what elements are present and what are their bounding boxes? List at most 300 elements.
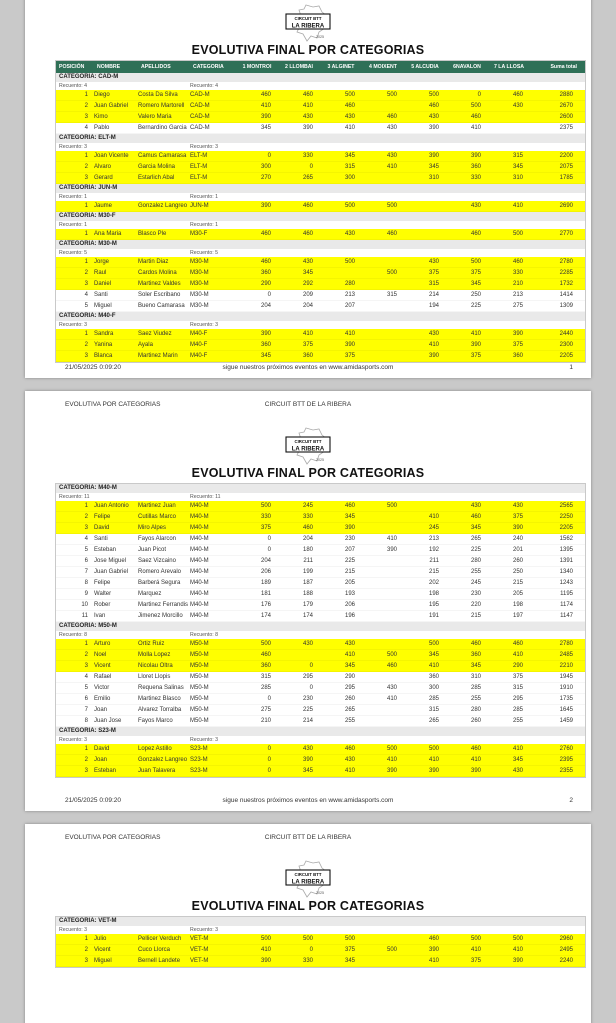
result-row: [56, 301, 585, 312]
score-cell: 255: [512, 718, 523, 724]
apellidos-cell: Molla Lopez: [138, 652, 171, 658]
nombre-cell: Esteban: [94, 768, 117, 774]
score-cell: [362, 512, 404, 523]
apellidos-cell: Bernardino Garcia: [138, 125, 187, 131]
score-cell: 0: [267, 768, 271, 774]
score-cell: 188: [302, 591, 313, 597]
score-cell: 330: [302, 514, 313, 520]
score-cell: [362, 173, 404, 184]
footer-timestamp: 21/05/2025 0:09:20: [65, 797, 122, 804]
column-header: 5 ALCUDIA: [411, 64, 439, 70]
score-cell: 460: [470, 231, 481, 237]
apellidos-cell: Soler Escribano: [138, 292, 181, 298]
score-cell: 410: [428, 663, 439, 669]
total-cell: 2565: [559, 503, 573, 509]
categoria-cell: M40-M: [190, 547, 209, 553]
category-recount-row: [56, 736, 585, 744]
total-cell: 1645: [559, 707, 573, 713]
apellidos-cell: Lopez Astillo: [138, 746, 172, 752]
result-row: [56, 611, 585, 622]
position-cell: 4: [84, 674, 88, 680]
recount-categoria: Recuento: 5: [190, 250, 218, 256]
score-cell: 430: [344, 641, 355, 647]
total-cell: 1945: [559, 674, 573, 680]
footer-page-number: 1: [569, 364, 573, 371]
result-row: [56, 290, 585, 301]
score-cell: [362, 101, 404, 112]
position-cell: 7: [84, 707, 88, 713]
categoria-cell: M50-M: [190, 696, 209, 702]
category-band: CATEGORIA: M40-F: [56, 312, 585, 321]
position-cell: 2: [84, 164, 88, 170]
score-cell: [320, 268, 362, 279]
score-cell: 205: [344, 580, 355, 586]
score-cell: 214: [428, 292, 439, 298]
score-cell: 410: [470, 125, 481, 131]
score-cell: 390: [428, 947, 439, 953]
nombre-cell: Daniel: [94, 281, 112, 287]
score-cell: 207: [344, 547, 355, 553]
score-cell: 430: [428, 259, 439, 265]
position-cell: 2: [84, 757, 88, 763]
footer-page-number: 2: [569, 797, 573, 804]
categoria-cell: M40-M: [190, 613, 209, 619]
score-cell: 430: [470, 503, 481, 509]
circuit-btt-logo: [273, 860, 343, 898]
recount-left: Recuento: 1: [59, 194, 87, 200]
score-cell: 460: [344, 103, 355, 109]
score-cell: 290: [260, 281, 271, 287]
score-cell: 460: [470, 641, 481, 647]
position-cell: 1: [84, 746, 88, 752]
score-cell: [362, 340, 404, 351]
score-cell: 270: [260, 175, 271, 181]
nombre-cell: Joan: [94, 757, 108, 763]
total-cell: 1732: [559, 281, 573, 287]
score-cell: 430: [386, 125, 397, 131]
position-cell: 8: [84, 718, 88, 724]
score-cell: 345: [302, 270, 313, 276]
nombre-cell: Victor: [94, 685, 110, 691]
score-cell: 500: [344, 203, 355, 209]
score-cell: 345: [260, 125, 271, 131]
score-cell: 300: [260, 164, 271, 170]
score-cell: 265: [302, 175, 313, 181]
score-cell: 220: [470, 602, 481, 608]
nombre-cell: Julio: [94, 936, 107, 942]
result-row: [56, 351, 585, 362]
score-cell: 245: [302, 503, 313, 509]
category-recount-row: [56, 631, 585, 639]
recount-left: Recuento: 4: [59, 83, 87, 89]
column-header: Suma total: [550, 64, 577, 70]
category-band: CATEGORIA: M40-M: [56, 484, 585, 493]
score-cell: 310: [428, 175, 439, 181]
apellidos-cell: Alvarez Torralba: [138, 707, 182, 713]
score-cell: [404, 229, 446, 240]
position-cell: 3: [84, 525, 88, 531]
category-band: CATEGORIA: S23-M: [56, 727, 585, 736]
recount-left: Recuento: 3: [59, 737, 87, 743]
categoria-cell: M30-M: [190, 270, 209, 276]
result-row: [56, 672, 585, 683]
score-cell: 410: [386, 536, 397, 542]
score-cell: 215: [512, 580, 523, 586]
score-cell: 204: [260, 303, 271, 309]
total-cell: 2495: [559, 947, 573, 953]
score-cell: 310: [470, 674, 481, 680]
recount-left: Recuento: 5: [59, 250, 87, 256]
nombre-cell: Esteban: [94, 547, 117, 553]
position-cell: 10: [81, 602, 88, 608]
score-cell: 375: [302, 342, 313, 348]
score-cell: 500: [386, 503, 397, 509]
categoria-cell: M40-M: [190, 602, 209, 608]
report-title: EVOLUTIVA FINAL POR CATEGORIAS: [191, 43, 425, 57]
result-row: [56, 567, 585, 578]
apellidos-cell: Bernell Landete: [138, 958, 181, 964]
score-cell: 360: [302, 353, 313, 359]
position-cell: 1: [84, 153, 88, 159]
logo-year: 2025: [316, 891, 324, 895]
apellidos-cell: Requena Salinas: [138, 685, 184, 691]
score-cell: 0: [267, 536, 271, 542]
score-cell: 500: [470, 259, 481, 265]
total-cell: 2440: [559, 331, 573, 337]
score-cell: 410: [428, 514, 439, 520]
score-cell: 345: [512, 757, 523, 763]
total-cell: 2205: [559, 525, 573, 531]
result-row: [56, 755, 585, 766]
result-row: [56, 501, 585, 512]
total-cell: 1459: [559, 718, 573, 724]
score-cell: 375: [344, 353, 355, 359]
score-cell: 193: [344, 591, 355, 597]
score-cell: 460: [260, 652, 271, 658]
score-cell: 345: [302, 768, 313, 774]
report-title: EVOLUTIVA FINAL POR CATEGORIAS: [191, 899, 425, 913]
page-header-left-text: EVOLUTIVA POR CATEGORIAS: [65, 834, 161, 841]
score-cell: 204: [302, 536, 313, 542]
score-cell: 460: [386, 231, 397, 237]
category-band: CATEGORIA: VET-M: [56, 917, 585, 926]
score-cell: 187: [302, 580, 313, 586]
categoria-cell: VET-M: [190, 947, 209, 953]
position-cell: 4: [84, 292, 88, 298]
column-header: 1 MONTROI: [242, 64, 272, 70]
score-cell: 211: [303, 558, 313, 564]
score-cell: 500: [428, 746, 439, 752]
score-cell: 265: [344, 707, 355, 713]
apellidos-cell: Costa Da Silva: [138, 92, 178, 98]
position-cell: 1: [84, 503, 88, 509]
score-cell: 390: [344, 342, 355, 348]
categoria-cell: CAD-M: [190, 92, 210, 98]
categoria-cell: M30-M: [190, 281, 209, 287]
score-cell: 290: [344, 674, 355, 680]
event-logo: [25, 4, 591, 42]
position-cell: 6: [84, 696, 88, 702]
column-header: NOMBRE: [97, 64, 121, 70]
score-cell: 295: [512, 696, 523, 702]
score-cell: 460: [386, 114, 397, 120]
categoria-cell: VET-M: [190, 936, 209, 942]
score-cell: [488, 123, 530, 134]
position-cell: 1: [84, 231, 88, 237]
score-cell: 500: [428, 92, 439, 98]
result-row: [56, 600, 585, 611]
position-cell: 2: [84, 652, 88, 658]
categoria-cell: M50-M: [190, 685, 209, 691]
total-cell: 2690: [559, 203, 573, 209]
nombre-cell: Juan Jose: [94, 718, 122, 724]
score-cell: 460: [344, 503, 355, 509]
apellidos-cell: Garcia Molina: [138, 164, 176, 170]
score-cell: 410: [428, 342, 439, 348]
report-title: EVOLUTIVA FINAL POR CATEGORIAS: [191, 466, 425, 480]
score-cell: 210: [260, 718, 271, 724]
recount-left: Recuento: 3: [59, 322, 87, 328]
score-cell: 192: [428, 547, 439, 553]
footer-timestamp: 21/05/2025 0:09:20: [65, 364, 122, 371]
column-header: 2 LLOMBAI: [285, 64, 313, 70]
score-cell: [362, 578, 404, 589]
recount-left: Recuento: 11: [59, 494, 90, 500]
score-cell: 500: [470, 103, 481, 109]
position-cell: 1: [84, 641, 88, 647]
score-cell: 225: [302, 707, 313, 713]
score-cell: 460: [260, 231, 271, 237]
total-cell: 2240: [559, 958, 573, 964]
results-table: [55, 60, 586, 363]
score-cell: 390: [302, 125, 313, 131]
nombre-cell: David: [94, 525, 110, 531]
total-cell: 2355: [559, 768, 573, 774]
apellidos-cell: Camus Camarasa: [138, 153, 187, 159]
score-cell: [362, 600, 404, 611]
score-cell: 230: [470, 591, 481, 597]
score-cell: 360: [428, 674, 439, 680]
score-cell: 430: [344, 757, 355, 763]
score-cell: 285: [512, 707, 523, 713]
result-row: [56, 945, 585, 956]
score-cell: 360: [260, 663, 271, 669]
categoria-cell: M30-M: [190, 292, 209, 298]
apellidos-cell: Martinez Ferrandis: [138, 602, 189, 608]
score-cell: 315: [428, 281, 439, 287]
total-cell: 2780: [559, 259, 573, 265]
column-header: 7 LA LLOSA: [493, 64, 525, 70]
category-band: CATEGORIA: M30-F: [56, 212, 585, 221]
categoria-cell: CAD-M: [190, 125, 210, 131]
nombre-cell: Pablo: [94, 125, 110, 131]
nombre-cell: Kimo: [94, 114, 108, 120]
score-cell: 315: [344, 164, 355, 170]
category-band: CATEGORIA: JUN-M: [56, 184, 585, 193]
categoria-cell: M50-M: [190, 652, 209, 658]
result-row: [56, 705, 585, 716]
score-cell: 0: [267, 746, 271, 752]
category-band: CATEGORIA: M50-M: [56, 622, 585, 631]
score-cell: 280: [470, 707, 481, 713]
categoria-cell: M40-M: [190, 525, 209, 531]
score-cell: 245: [428, 525, 439, 531]
result-row: [56, 694, 585, 705]
category-recount-row: [56, 193, 585, 201]
score-cell: 430: [302, 746, 313, 752]
total-cell: 2210: [559, 663, 573, 669]
total-cell: 1562: [559, 536, 573, 542]
score-cell: 375: [470, 353, 481, 359]
score-cell: 345: [512, 164, 523, 170]
score-cell: 500: [302, 936, 313, 942]
score-cell: [362, 956, 404, 967]
categoria-cell: M40-M: [190, 558, 209, 564]
result-row: [56, 956, 585, 967]
position-cell: 2: [84, 342, 88, 348]
nombre-cell: Blanca: [94, 353, 113, 359]
categoria-cell: M40-F: [190, 353, 208, 359]
footer-promo-text: sigue nuestros próximos eventos en www.amidasports.com: [222, 797, 394, 804]
score-cell: [488, 112, 530, 123]
score-cell: 430: [386, 153, 397, 159]
result-row: [56, 639, 585, 650]
result-row: [56, 340, 585, 351]
score-cell: 390: [428, 768, 439, 774]
score-cell: 375: [260, 525, 271, 531]
categoria-cell: VET-M: [190, 958, 209, 964]
apellidos-cell: Martinez Valdes: [138, 281, 181, 287]
document-page: [25, 824, 591, 1023]
apellidos-cell: Martinez Juan: [138, 503, 176, 509]
total-cell: 2485: [559, 652, 573, 658]
nombre-cell: Raul: [94, 270, 107, 276]
score-cell: 345: [470, 663, 481, 669]
category-band: CATEGORIA: CAD-M: [56, 73, 585, 82]
score-cell: 390: [260, 114, 271, 120]
score-cell: 430: [302, 641, 313, 647]
score-cell: 315: [260, 674, 271, 680]
score-cell: 285: [470, 685, 481, 691]
logo-year: 2025: [316, 458, 324, 462]
score-cell: 345: [344, 153, 355, 159]
score-cell: 460: [302, 92, 313, 98]
results-table: [55, 916, 586, 968]
score-cell: [362, 351, 404, 362]
position-cell: 3: [84, 768, 88, 774]
score-cell: 360: [260, 342, 271, 348]
categoria-cell: S23-M: [190, 757, 208, 763]
score-cell: 285: [428, 696, 439, 702]
score-cell: 430: [344, 231, 355, 237]
nombre-cell: Arturo: [94, 641, 111, 647]
apellidos-cell: Saez Viudez: [138, 331, 172, 337]
score-cell: 345: [260, 353, 271, 359]
score-cell: [362, 934, 404, 945]
score-cell: 375: [512, 342, 523, 348]
recount-categoria: Recuento: 4: [190, 83, 218, 89]
score-cell: 500: [386, 270, 397, 276]
score-cell: 410: [512, 947, 523, 953]
score-cell: [362, 639, 404, 650]
apellidos-cell: Cuco Llorca: [138, 947, 171, 953]
position-cell: 3: [84, 175, 88, 181]
score-cell: 430: [470, 203, 481, 209]
result-row: [56, 744, 585, 755]
position-cell: 2: [84, 947, 88, 953]
score-cell: 500: [260, 641, 271, 647]
score-cell: 215: [428, 569, 439, 575]
score-cell: 275: [260, 707, 271, 713]
score-cell: 460: [470, 514, 481, 520]
result-row: [56, 934, 585, 945]
result-row: [56, 578, 585, 589]
score-cell: 500: [386, 652, 397, 658]
score-cell: 189: [260, 580, 271, 586]
score-cell: 410: [302, 331, 313, 337]
total-cell: 1785: [559, 175, 573, 181]
total-cell: 2375: [559, 125, 573, 131]
score-cell: [362, 257, 404, 268]
nombre-cell: Ivan: [94, 613, 106, 619]
score-cell: 345: [344, 958, 355, 964]
position-cell: 9: [84, 591, 88, 597]
score-cell: 285: [260, 685, 271, 691]
page-footer: [25, 364, 591, 372]
score-cell: 360: [512, 353, 523, 359]
apellidos-cell: Saez Vizcaino: [138, 558, 176, 564]
categoria-cell: M30-M: [190, 259, 209, 265]
circuit-btt-logo: [273, 4, 343, 42]
score-cell: 315: [512, 685, 523, 691]
score-cell: 300: [428, 685, 439, 691]
total-cell: 2395: [559, 757, 573, 763]
score-cell: 500: [512, 231, 523, 237]
score-cell: 176: [260, 602, 271, 608]
result-row: [56, 279, 585, 290]
column-header: POSICIÓN: [59, 64, 85, 70]
score-cell: 195: [428, 602, 439, 608]
recount-left: Recuento: 8: [59, 632, 87, 638]
apellidos-cell: Cutillas Marco: [138, 514, 177, 520]
categoria-cell: M40-F: [190, 342, 208, 348]
score-cell: 390: [470, 153, 481, 159]
score-cell: [362, 329, 404, 340]
score-cell: 430: [512, 503, 523, 509]
score-cell: 213: [344, 292, 355, 298]
score-cell: 390: [470, 342, 481, 348]
score-cell: 390: [302, 757, 313, 763]
score-cell: 310: [512, 175, 523, 181]
score-cell: 260: [344, 696, 355, 702]
nombre-cell: Jose Miguel: [94, 558, 127, 564]
score-cell: 500: [260, 936, 271, 942]
score-cell: 460: [512, 92, 523, 98]
category-recount-row: [56, 82, 585, 90]
score-cell: 194: [428, 303, 439, 309]
score-cell: 215: [344, 569, 355, 575]
nombre-cell: Santi: [94, 292, 108, 298]
nombre-cell: Felipe: [94, 514, 111, 520]
page-header-center-text: CIRCUIT BTT DE LA RIBERA: [264, 834, 352, 841]
total-cell: 1910: [559, 685, 573, 691]
page-footer: [25, 797, 591, 805]
apellidos-cell: Pellicer Verduch: [138, 936, 182, 942]
score-cell: 330: [470, 175, 481, 181]
categoria-cell: M50-M: [190, 641, 209, 647]
score-cell: 260: [512, 558, 523, 564]
nombre-cell: Gerard: [94, 175, 113, 181]
